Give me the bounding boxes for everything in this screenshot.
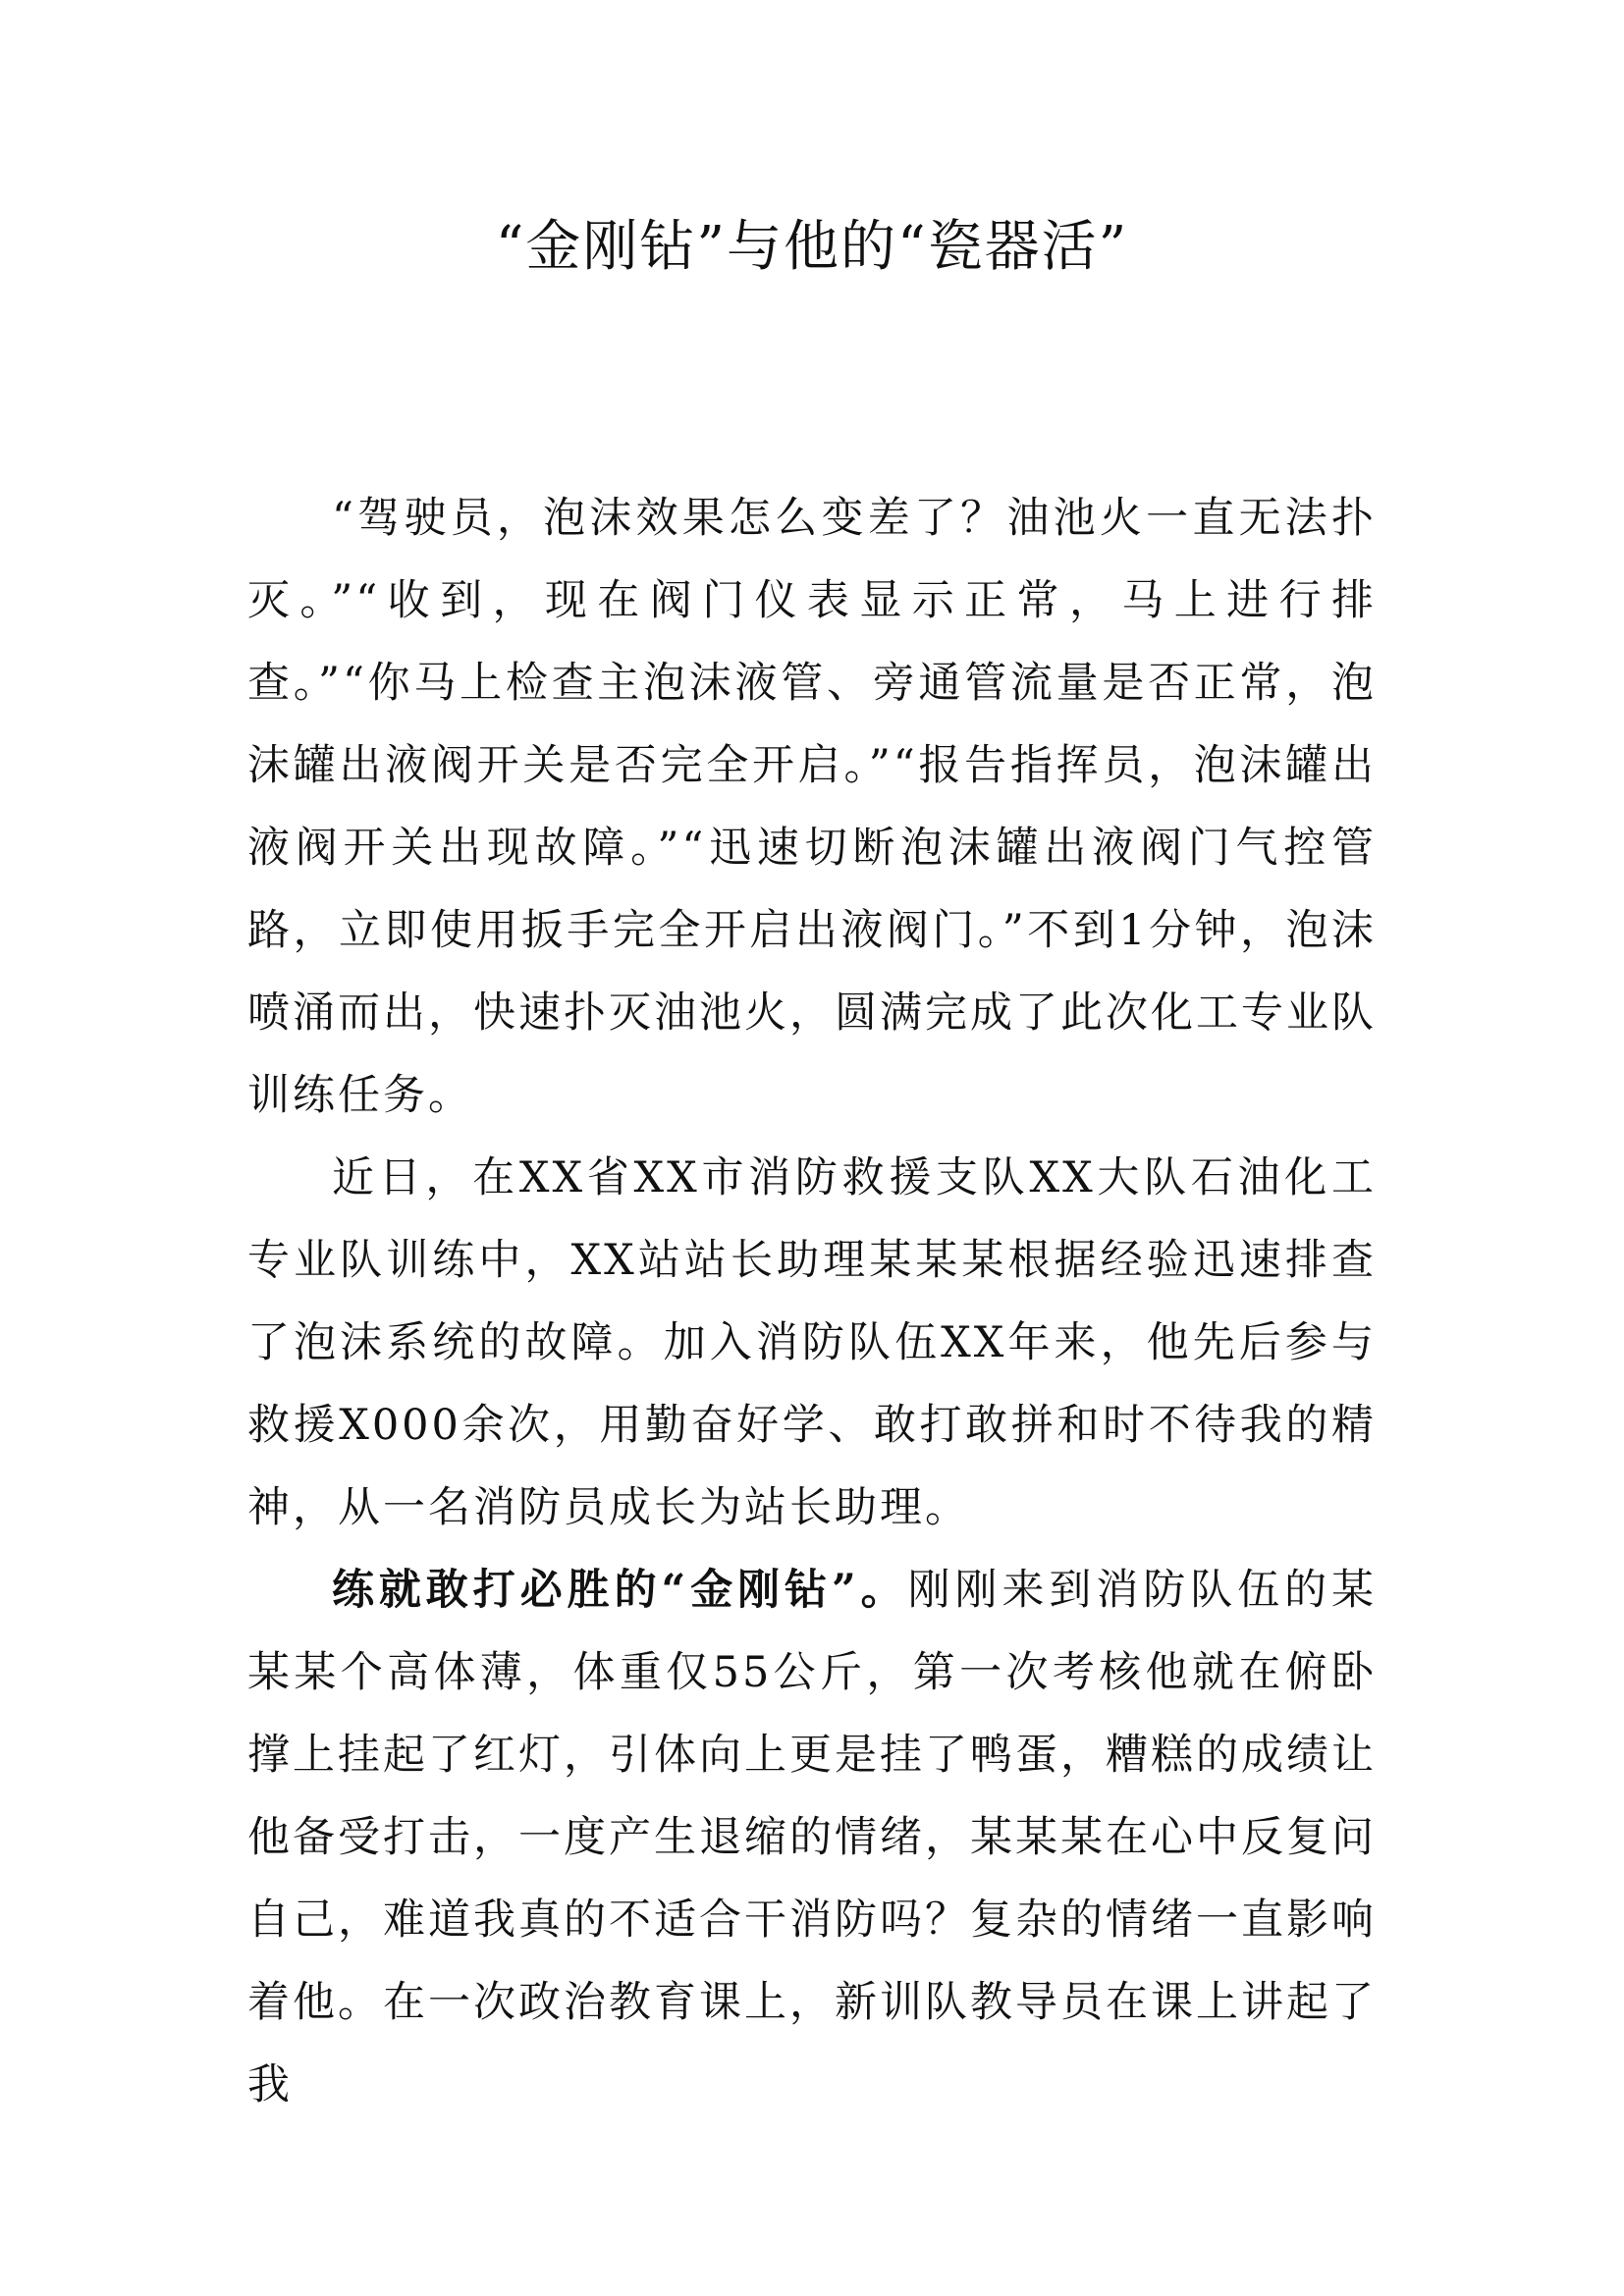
paragraph-3-lead: 练就敢打必胜的“金刚钻”。 (332, 1566, 908, 1615)
paragraph-1-text: “驾驶员，泡沫效果怎么变差了？油池火一直无法扑灭。”“收到，现在阀门仪表显示正常，马上进行排查。”“你马上检查主泡沫液管、旁通管流量是否正常，泡沫罐出液阀开关是否完全开启。”“报告指挥员，泡沫罐出液阀开关出现故障。”“迅速切断泡沫罐出液阀门气控管路，立即使用扳手完全开启出液阀门。”不到1分钟，泡沫喷涌而出，快速扑灭油池火，圆满完成了此次化工专业队训练任务。 (247, 494, 1377, 1120)
paragraph-2 (247, 1137, 1377, 1549)
paragraph-3-text: 刚刚来到消防队伍的某某某个高体薄，体重仅55公斤，第一次考核他就在俯卧撑上挂起了红灯，引体向上更是挂了鸭蛋，糟糕的成绩让他备受打击，一度产生退缩的情绪，某某某在心中反复问自己，难道我真的不适合干消防吗？复杂的情绪一直影响着他。在一次政治教育课上，新训队教导员在课上讲起了我 (247, 1566, 1378, 2109)
document-title: “金刚钻”与他的“瓷器活” (495, 215, 1129, 279)
paragraph-1 (247, 477, 1377, 1137)
paragraph-3 (247, 1549, 1377, 2126)
paragraph-2-text: 近日，在XX省XX市消防救援支队XX大队石油化工专业队训练中，XX站站长助理某某某根据经验迅速排查了泡沫系统的故障。加入消防队伍XX年来，他先后参与救援X000余次，用勤奋好学、敢打敢拼和时不待我的精神，从一名消防员成长为站长助理。 (247, 1153, 1377, 1532)
document-body (247, 477, 1377, 2126)
